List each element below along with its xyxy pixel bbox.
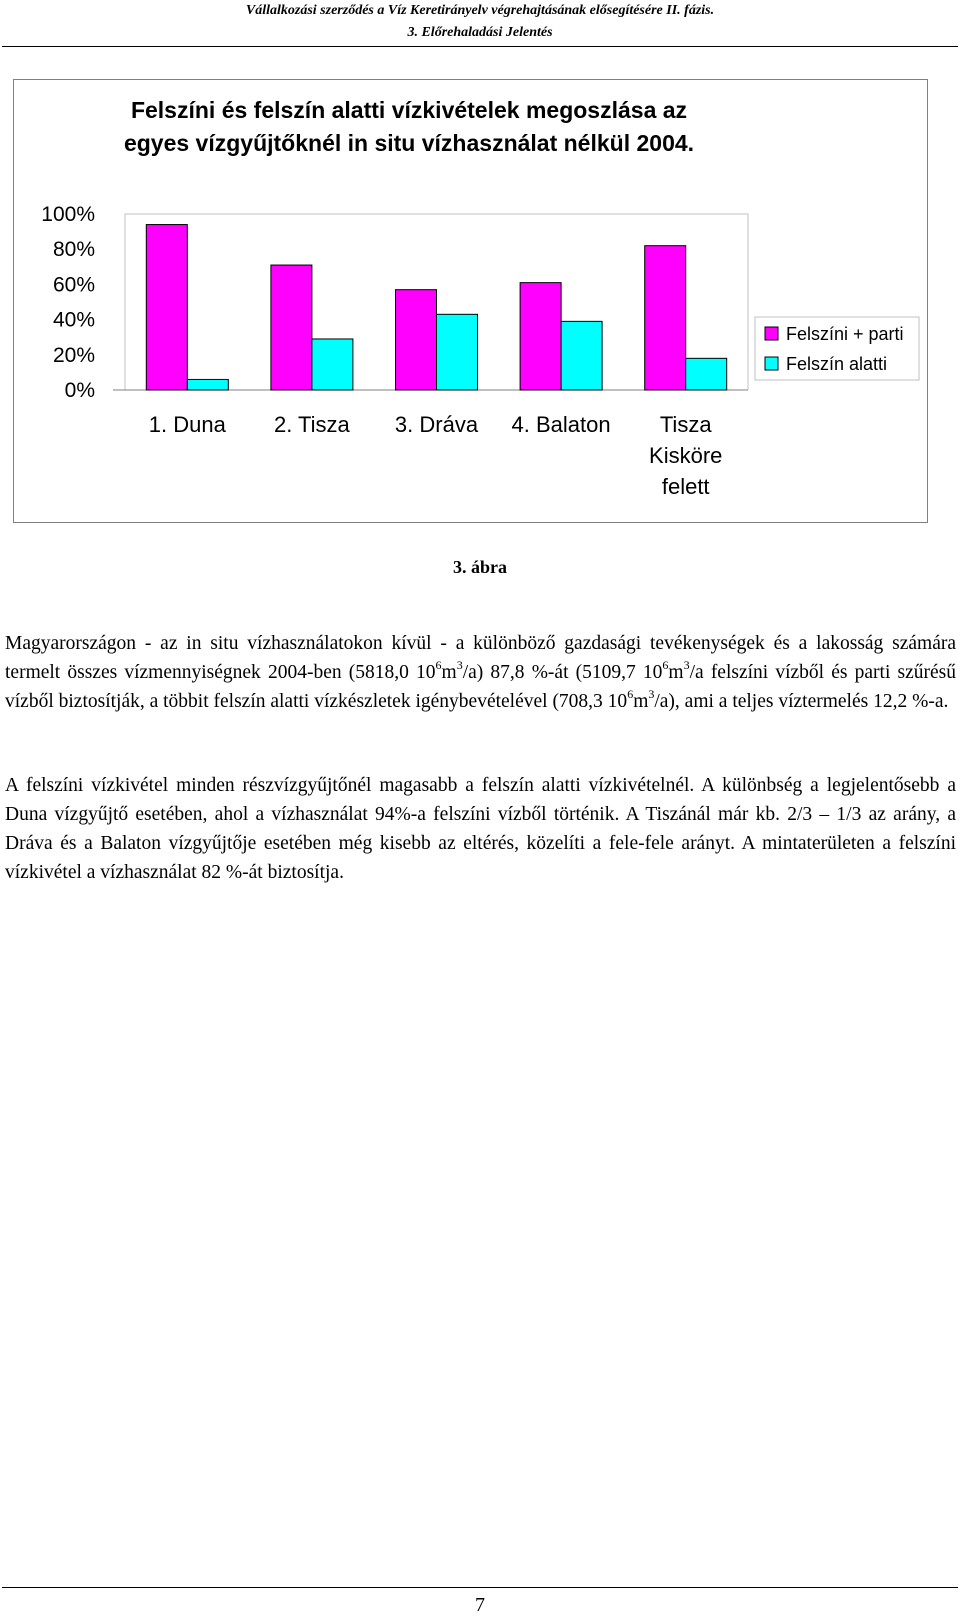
p1-exp-2: 3: [456, 657, 463, 672]
p1-text-3: /a) 87,8 %-át (5109,7 10: [462, 662, 663, 683]
p1-exp-4: 3: [683, 657, 690, 672]
bar-groundwater: [187, 379, 228, 390]
legend-label: Felszíni + parti: [786, 324, 904, 344]
figure-caption: 3. ábra: [453, 557, 507, 577]
bar-groundwater: [312, 339, 353, 390]
legend-swatch: [765, 357, 778, 370]
x-tick-label: 1. Duna: [148, 412, 226, 437]
p1-text-6: m: [633, 691, 649, 712]
bar-surface: [645, 246, 686, 390]
p1-exp-3: 6: [662, 657, 669, 672]
footer-rule: [2, 1587, 958, 1588]
p1-exp-5: 6: [627, 686, 634, 701]
p1-text-1: Magyarországon - az in situ vízhasználatokon kívül - a különböző gazdasági tevékenységek és a lakosság számára termelt összes vízmennyiségnek 2004-ben (5818,0 10: [5, 633, 956, 683]
y-tick-label: 0%: [64, 379, 95, 402]
bar-surface: [271, 265, 312, 390]
chart-title: Felszíni és felszín alatti vízkivételek megoszlása az egyes vízgyűjtőknél in situ vízhasználat nélkül 2004.: [123, 97, 695, 156]
paragraph-water-volumes: [5, 629, 956, 716]
bar-chart: [0, 0, 960, 560]
x-tick-label: Tisza: [659, 412, 712, 437]
legend-label: Felszín alatti: [786, 354, 888, 374]
p1-exp-6: 3: [648, 686, 655, 701]
x-tick-label: 4. Balaton: [511, 412, 611, 437]
bar-surface: [396, 290, 437, 390]
p1-text-2: m: [441, 662, 457, 683]
header-subtitle: 3. Előrehaladási Jelentés: [407, 25, 553, 40]
bar-groundwater: [561, 321, 602, 390]
bar-groundwater: [437, 314, 478, 390]
bar-groundwater: [686, 358, 727, 390]
y-tick-label: 40%: [52, 308, 95, 332]
y-tick-label: 100%: [41, 203, 95, 226]
bar-surface: [520, 283, 561, 390]
p1-exp-1: 6: [435, 657, 442, 672]
x-tick-label: Kisköre: [649, 443, 723, 468]
header-title: Vállalkozási szerződés a Víz Keretirányelv végrehajtásának elősegítésére II. fázis.: [245, 3, 715, 18]
x-tick-label: 2. Tisza: [273, 412, 350, 437]
y-tick-label: 20%: [52, 343, 95, 367]
p1-text-7: /a), ami a teljes víztermelés 12,2 %-a.: [654, 691, 949, 712]
y-tick-label: 80%: [52, 238, 95, 262]
x-tick-label: felett: [661, 474, 710, 499]
legend-swatch: [765, 327, 778, 340]
paragraph-comparison: A felszíni vízkivétel minden részvízgyűjtőnél magasabb a felszín alatti vízkivételnél. A különbség a legjelentősebb a Duna vízgyűjtő esetében, ahol a vízhasználat 94%-a felszíni vízből történik. A Tiszánál már kb. 2/3 – 1/3 az arány, a Dráva és a Balaton vízgyűjtője esetében még kisebb az eltérés, közelíti a fele-fele arányt. A mintaterületen a felszíni vízkivétel a vízhasználat 82 %-át biztosítja.: [5, 775, 956, 883]
y-tick-label: 60%: [52, 273, 95, 297]
p1-text-5: /a felszíni vízből és parti szűrésű vízből biztosítják, a többit felszín alatti vízkészletek igénybevételével (708,3 10: [5, 662, 957, 712]
p1-text-4: m: [668, 662, 684, 683]
x-tick-label: 3. Dráva: [394, 412, 479, 437]
page-number: 7: [475, 1594, 485, 1616]
bar-surface: [146, 225, 187, 390]
